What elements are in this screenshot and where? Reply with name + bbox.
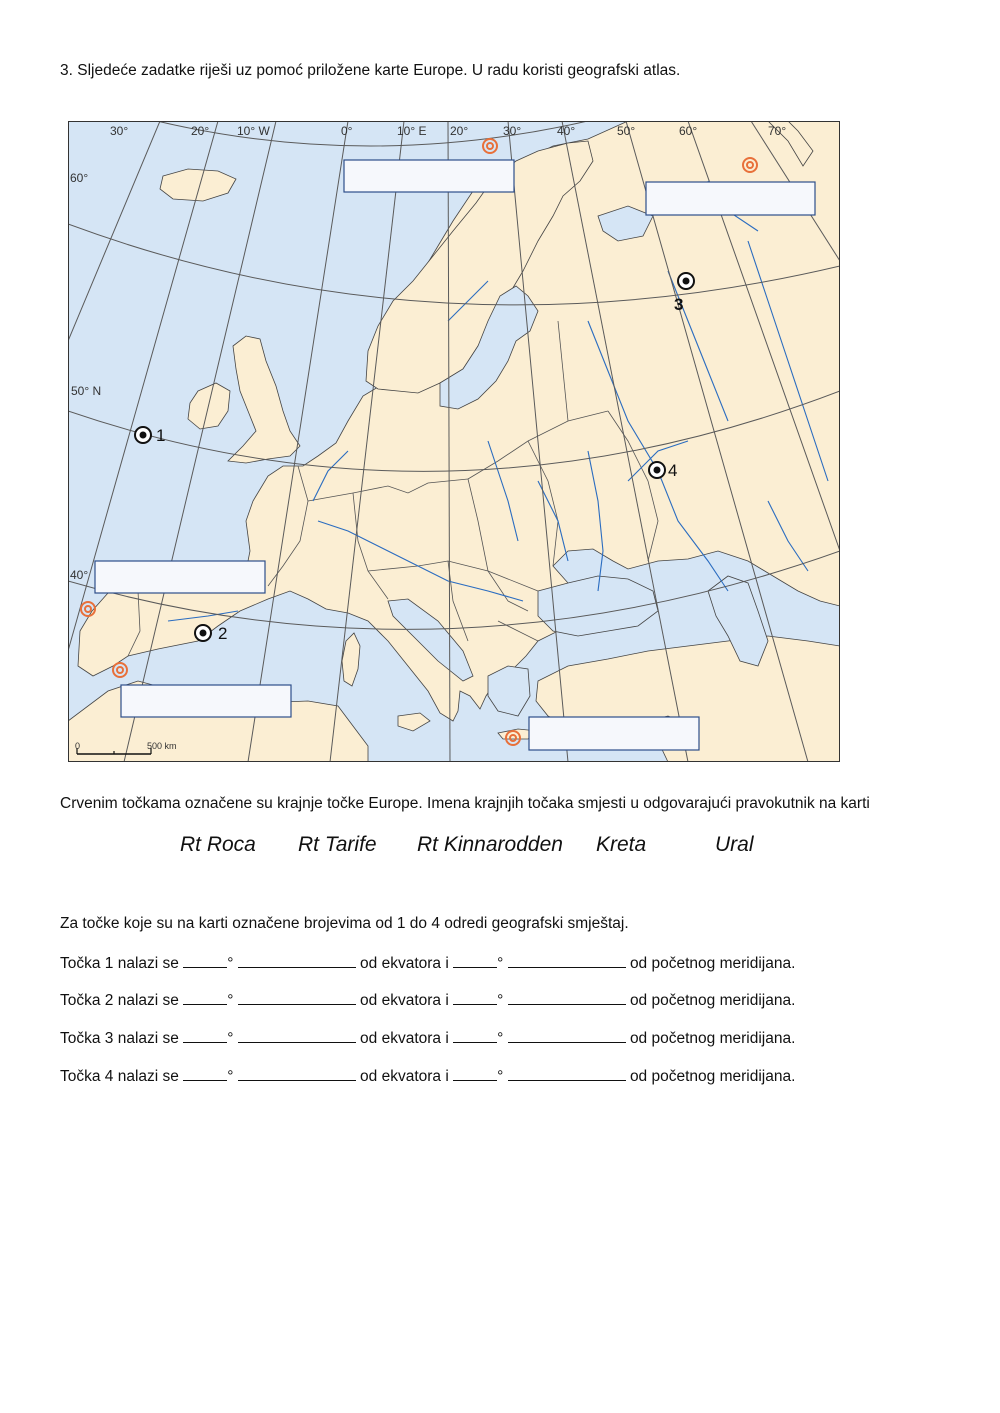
degree-symbol: °: [227, 1068, 234, 1085]
lat-direction-blank[interactable]: [238, 990, 356, 1005]
lat-direction-blank[interactable]: [238, 1066, 356, 1081]
row-mid: od ekvatora i: [360, 992, 449, 1009]
answer-row-4: [60, 1066, 795, 1086]
row-prefix: Točka 3 nalazi se: [60, 1030, 179, 1047]
lon-direction-blank[interactable]: [508, 1066, 626, 1081]
row-mid: od ekvatora i: [360, 1068, 449, 1085]
lon-label-30e: 30°: [503, 124, 522, 138]
word-bank-rt-roca[interactable]: Rt Roca: [180, 833, 256, 856]
degree-symbol: °: [497, 955, 504, 972]
lat-degrees-blank[interactable]: [183, 953, 227, 968]
lon-label-60e: 60°: [679, 124, 698, 138]
row-prefix: Točka 1 nalazi se: [60, 955, 179, 972]
lon-direction-blank[interactable]: [508, 1028, 626, 1043]
degree-symbol: °: [497, 1030, 504, 1047]
row-suffix: od početnog meridijana.: [629, 955, 796, 972]
lon-direction-blank[interactable]: [508, 953, 626, 968]
lon-direction-blank[interactable]: [508, 990, 626, 1005]
row-prefix: Točka 2 nalazi se: [60, 992, 179, 1009]
lat-direction-blank[interactable]: [238, 953, 356, 968]
degree-symbol: °: [497, 992, 504, 1009]
answer-box-southwest[interactable]: [121, 685, 291, 717]
row-suffix: od početnog meridijana.: [629, 1068, 796, 1085]
row-suffix: od početnog meridijana.: [629, 1030, 796, 1047]
degree-symbol: °: [227, 992, 234, 1009]
lat-degrees-blank[interactable]: [183, 990, 227, 1005]
point-1-label: 1: [156, 426, 166, 445]
lon-label-70e: 70°: [768, 124, 787, 138]
answer-box-east[interactable]: [646, 182, 815, 215]
lon-degrees-blank[interactable]: [453, 953, 497, 968]
question-title: 3. Sljedeće zadatke riješi uz pomoć priložene karte Europe. U radu koristi geografski atlas.: [60, 62, 681, 79]
lat-label-60: 60°: [70, 171, 89, 185]
answer-box-south[interactable]: [529, 717, 699, 750]
degree-symbol: °: [227, 1030, 234, 1047]
row-mid: od ekvatora i: [360, 955, 449, 972]
lat-degrees-blank[interactable]: [183, 1066, 227, 1081]
answer-row-2: [60, 990, 795, 1010]
scale-zero-label: 0: [75, 741, 81, 751]
row-prefix: Točka 4 nalazi se: [60, 1068, 179, 1085]
point-3-label: 3: [674, 295, 684, 314]
lon-label-20e: 20°: [450, 124, 469, 138]
word-bank-rt-kinnarodden[interactable]: Rt Kinnarodden: [417, 833, 563, 856]
degree-symbol: °: [227, 955, 234, 972]
lon-label-50e: 50°: [617, 124, 636, 138]
lon-degrees-blank[interactable]: [453, 1066, 497, 1081]
word-bank-ural[interactable]: Ural: [715, 833, 754, 856]
lat-label-40: 40°: [70, 568, 89, 582]
scale-distance-label: 500 km: [147, 741, 177, 751]
lon-label-10w: 10° W: [237, 124, 270, 138]
answer-row-1: [60, 953, 795, 973]
word-bank-rt-tarife[interactable]: Rt Tarife: [298, 833, 377, 856]
lon-label-30w: 30°: [110, 124, 129, 138]
lon-degrees-blank[interactable]: [453, 990, 497, 1005]
lon-label-40e: 40°: [557, 124, 576, 138]
europe-map: [68, 121, 840, 762]
lat-direction-blank[interactable]: [238, 1028, 356, 1043]
lon-label-0: 0°: [341, 124, 353, 138]
lat-degrees-blank[interactable]: [183, 1028, 227, 1043]
question-intro: Za točke koje su na karti označene brojevima od 1 do 4 odredi geografski smještaj.: [60, 915, 629, 932]
lon-label-10e: 10° E: [397, 124, 427, 138]
degree-symbol: °: [497, 1068, 504, 1085]
answer-box-west[interactable]: [95, 561, 265, 593]
instruction-text: Crvenim točkama označene su krajnje točke Europe. Imena krajnjih točaka smjesti u odgovarajući pravokutnik na karti: [60, 795, 870, 812]
lon-label-20w: 20°: [191, 124, 210, 138]
lon-degrees-blank[interactable]: [453, 1028, 497, 1043]
lat-label-50: 50° N: [71, 384, 102, 398]
point-2-label: 2: [218, 624, 228, 643]
row-suffix: od početnog meridijana.: [629, 992, 796, 1009]
point-4-label: 4: [668, 461, 678, 480]
answer-row-3: [60, 1028, 795, 1048]
answer-box-north[interactable]: [344, 160, 514, 192]
word-bank-kreta[interactable]: Kreta: [596, 833, 647, 856]
row-mid: od ekvatora i: [360, 1030, 449, 1047]
